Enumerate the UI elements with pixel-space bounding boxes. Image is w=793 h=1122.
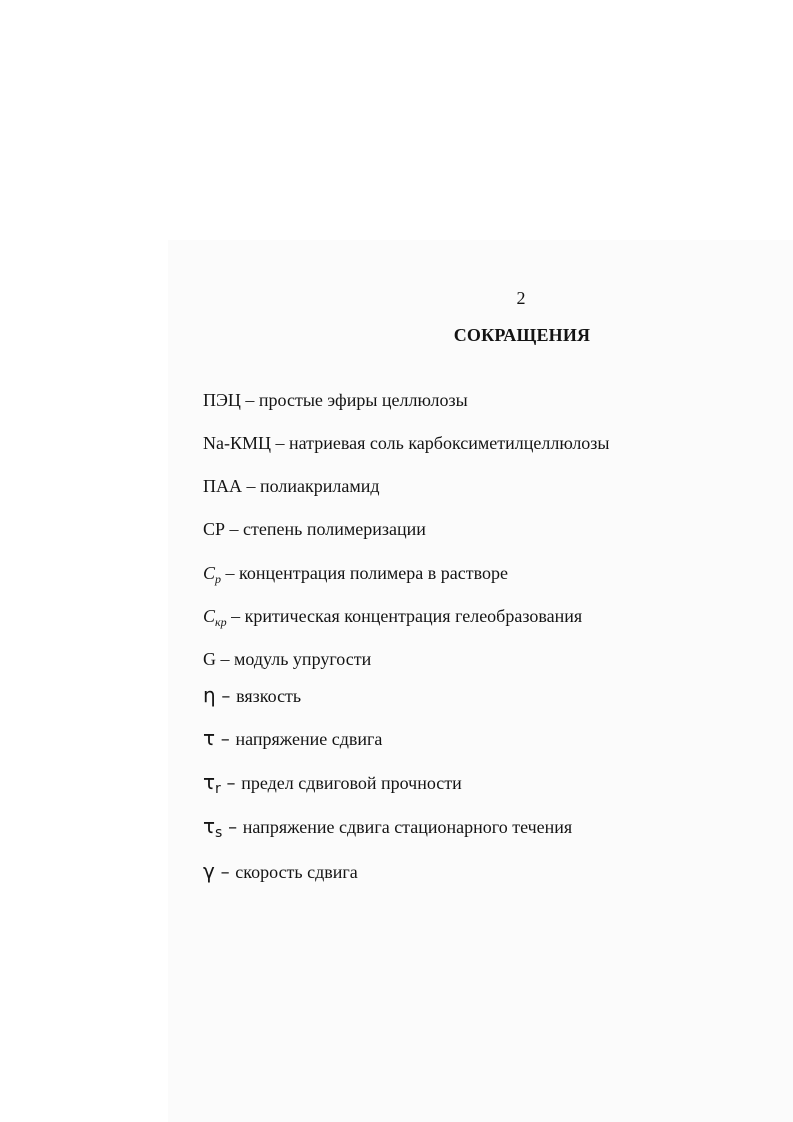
abbreviation-definition: полиакриламид <box>260 476 380 496</box>
abbreviation-item <box>203 605 582 627</box>
abbreviation-term: G <box>203 649 216 669</box>
abbreviation-term <box>203 606 227 629</box>
abbreviation-definition: простые эфиры целлюлозы <box>258 390 468 410</box>
abbreviation-item <box>203 518 426 540</box>
abbreviation-item <box>203 727 382 751</box>
abbreviation-definition: напряжение сдвига стационарного течения <box>242 817 573 837</box>
abbreviation-definition: критическая концентрация гелеобразования <box>244 606 583 626</box>
term-subscript: кр <box>215 615 227 629</box>
dash: – <box>220 773 242 794</box>
term-subscript: s <box>215 825 223 841</box>
abbreviation-term <box>203 770 221 797</box>
term-subscript: r <box>215 781 221 797</box>
dash: – <box>222 817 243 838</box>
page-number: 2 <box>516 288 526 308</box>
abbreviation-item <box>203 684 301 708</box>
dash: – <box>271 433 289 453</box>
abbreviation-term: γ <box>203 859 215 883</box>
abbreviation-definition: предел сдвиговой прочности <box>241 773 462 793</box>
dash: – <box>225 519 244 539</box>
dash: – <box>240 390 259 410</box>
abbreviation-definition: модуль упругости <box>234 649 372 669</box>
abbreviation-item <box>203 389 468 411</box>
dash: – <box>215 729 236 750</box>
abbreviation-term: СР <box>203 519 226 539</box>
abbreviation-definition: концентрация полимера в растворе <box>239 563 508 583</box>
dash: – <box>216 649 234 669</box>
abbreviation-item <box>203 860 358 884</box>
abbreviation-item <box>203 432 610 454</box>
dash: – <box>214 862 236 883</box>
dash: – <box>215 686 237 707</box>
term-symbol: C <box>203 606 216 626</box>
scanned-page-area <box>168 240 793 1122</box>
abbreviation-term <box>203 814 223 841</box>
abbreviation-term <box>203 563 222 586</box>
abbreviation-item <box>203 815 572 839</box>
abbreviation-definition: вязкость <box>236 686 302 706</box>
abbreviation-definition: скорость сдвига <box>235 862 358 882</box>
dash: – <box>242 476 260 496</box>
abbreviation-term: ПЭЦ <box>203 390 241 410</box>
dash: – <box>221 563 240 583</box>
abbreviation-definition: натриевая соль карбоксиметилцеллюлозы <box>289 433 610 453</box>
abbreviation-definition: напряжение сдвига <box>235 729 383 749</box>
abbreviation-item <box>203 648 371 670</box>
term-subscript: p <box>215 572 222 586</box>
abbreviation-item <box>203 475 380 497</box>
term-symbol: τ <box>203 770 216 794</box>
page-title: СОКРАЩЕНИЯ <box>453 325 591 345</box>
term-symbol: τ <box>203 814 216 838</box>
abbreviation-item <box>203 771 462 795</box>
abbreviation-term: η <box>203 683 216 707</box>
abbreviation-term: ПАА <box>203 476 242 496</box>
abbreviation-term: τ <box>203 726 216 750</box>
abbreviation-term: Na-КМЦ <box>203 433 271 453</box>
abbreviation-definition: степень полимеризации <box>243 519 426 539</box>
term-symbol: C <box>203 563 216 583</box>
abbreviation-item <box>203 562 508 584</box>
dash: – <box>226 606 245 626</box>
